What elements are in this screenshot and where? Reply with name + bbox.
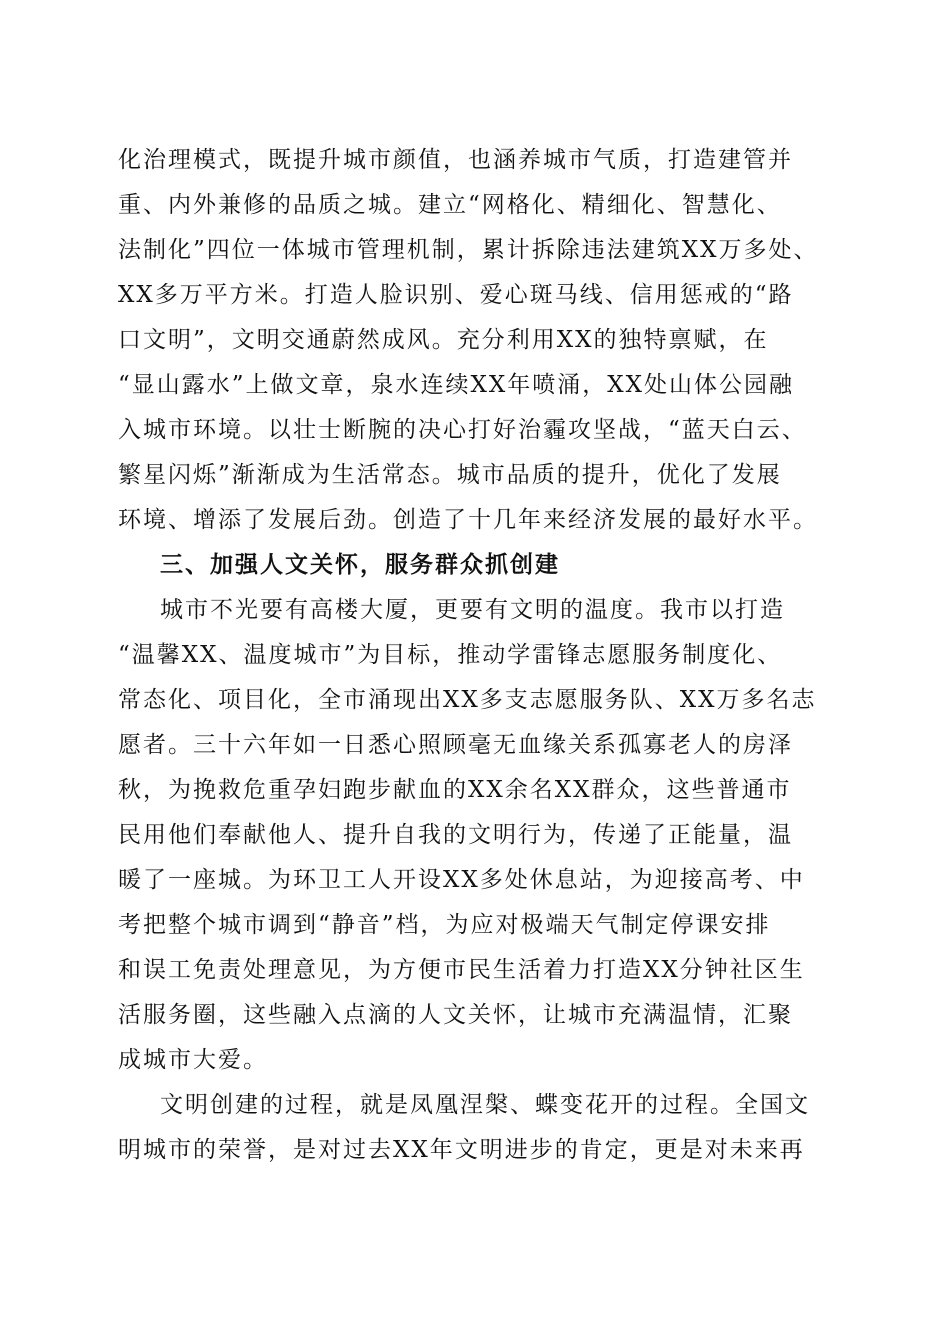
paragraph-1-line: 重、内外兼修的品质之城。建立“网格化、精细化、智慧化、 — [118, 192, 782, 218]
paragraph-2-line: “温馨XX、温度城市”为目标，推动学雷锋志愿服务制度化、 — [118, 642, 783, 668]
paragraph-1-line: 化治理模式，既提升城市颜值，也涵养城市气质，打造建管并 — [118, 147, 793, 173]
paragraph-1-line: 环境、增添了发展后劲。创造了十几年来经济发展的最好水平。 — [118, 507, 818, 533]
paragraph-2-line: 暖了一座城。为环卫工人开设XX多处休息站，为迎接高考、中 — [118, 867, 805, 893]
paragraph-2-line: 活服务圈，这些融入点滴的人文关怀，让城市充满温情，汇聚 — [118, 1002, 793, 1028]
paragraph-1-line: “显山露水”上做文章，泉水连续XX年喷涌，XX处山体公园融 — [118, 372, 795, 398]
paragraph-2-line: 城市不光要有高楼大厦，更要有文明的温度。我市以打造 — [160, 597, 785, 623]
paragraph-3-line: 文明创建的过程，就是凤凰涅槃、蝶变花开的过程。全国文 — [160, 1092, 810, 1118]
section-heading-3: 三、加强人文关怀，服务群众抓创建 — [160, 552, 560, 578]
paragraph-1-line: 法制化”四位一体城市管理机制，累计拆除违法建筑XX万多处、 — [118, 237, 819, 263]
paragraph-2-line: 成城市大爱。 — [118, 1047, 268, 1073]
paragraph-2-line: 秋，为挽救危重孕妇跑步献血的XX余名XX群众，这些普通市 — [118, 777, 792, 803]
paragraph-1-line: 入城市环境。以壮士断腕的决心打好治霾攻坚战，“蓝天白云、 — [118, 417, 807, 443]
paragraph-2-line: 愿者。三十六年如一日悉心照顾毫无血缘关系孤寡老人的房泽 — [118, 732, 793, 758]
paragraph-2-line: 常态化、项目化，全市涌现出XX多支志愿服务队、XX万多名志 — [118, 687, 817, 713]
paragraph-1-line: 繁星闪烁”渐渐成为生活常态。城市品质的提升，优化了发展 — [118, 462, 782, 488]
paragraph-2-line: 和误工免责处理意见，为方便市民生活着力打造XX分钟社区生 — [118, 957, 805, 983]
paragraph-2-line: 民用他们奉献他人、提升自我的文明行为，传递了正能量，温 — [118, 822, 793, 848]
paragraph-1-line: 口文明”，文明交通蔚然成风。充分利用XX的独特禀赋，在 — [118, 327, 769, 353]
paragraph-1-line: XX多万平方米。打造人脸识别、爱心斑马线、信用惩戒的“路 — [118, 282, 794, 308]
paragraph-2-line: 考把整个城市调到“静音”档，为应对极端天气制定停课安排 — [118, 912, 771, 938]
paragraph-3-line: 明城市的荣誉，是对过去XX年文明进步的肯定，更是对未来再 — [118, 1137, 805, 1163]
